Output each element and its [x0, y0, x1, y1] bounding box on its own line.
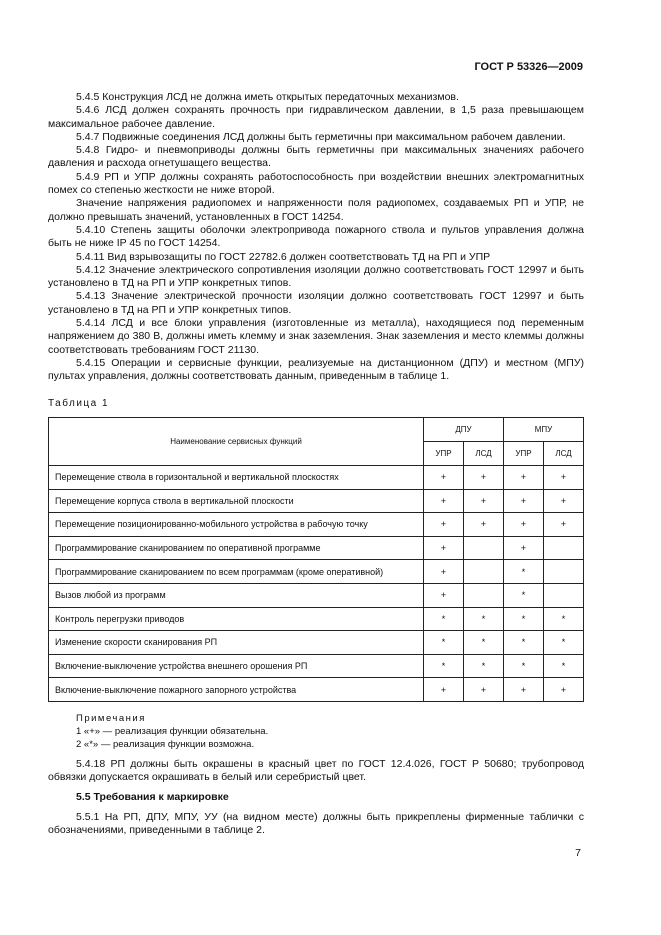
mark-cell: * — [544, 607, 584, 631]
mark-cell: * — [504, 654, 544, 678]
paragraph: 5.4.13 Значение электрической прочности изоляции должно соответствовать ГОСТ 12997 и быть установлено в ТД на РП и УПР конкретных типов. — [48, 290, 584, 316]
mark-cell: + — [504, 536, 544, 560]
paragraph: 5.4.8 Гидро- и пневмоприводы должны быть герметичны при максимальных значениях рабочего давления и расхода огнетушащего вещества. — [48, 144, 584, 170]
mark-cell: + — [544, 466, 584, 490]
mark-cell: * — [424, 631, 464, 655]
mark-cell: + — [504, 513, 544, 537]
mark-cell: + — [424, 466, 464, 490]
table-row — [49, 489, 584, 513]
section-title: 5.5 Требования к маркировке — [76, 791, 229, 803]
table-row — [49, 560, 584, 584]
after-table-text — [48, 758, 584, 785]
function-name: Программирование сканированием по всем программам (кроме оперативной) — [49, 560, 424, 584]
paragraph: 5.5.1 На РП, ДПУ, МПУ, УУ (на видном месте) должны быть прикреплены фирменные таблички с обозначениями, приведенными в таблице 2. — [48, 811, 584, 837]
table-row — [49, 654, 584, 678]
sub-header: УПР — [504, 442, 544, 466]
paragraph: 5.4.9 РП и УПР должны сохранять работоспособность при воздействии внешних электромагнитных помех со степенью жесткости не ниже второй. — [48, 170, 584, 197]
note-item: 2 «*» — реализация функции возможна. — [76, 739, 255, 750]
note-item: 1 «+» — реализация функции обязательна. — [76, 726, 269, 737]
function-name: Перемещение корпуса ствола в вертикальной плоскости — [49, 489, 424, 513]
mark-cell: + — [504, 489, 544, 513]
mark-cell: + — [544, 678, 584, 702]
mark-cell: + — [424, 489, 464, 513]
mark-cell — [464, 560, 504, 584]
paragraph: 5.4.15 Операции и сервисные функции, реализуемые на дистанционном (ДПУ) и местном (МПУ) пультах управления, должны соответствовать данным, приведенным в таблице 1. — [48, 356, 584, 383]
paragraph: 5.4.18 РП должны быть окрашены в красный цвет по ГОСТ 12.4.026, ГОСТ Р 50680; трубопровод обвязки допускается окрашивать в белый или серебристый цвет. — [48, 758, 584, 784]
mark-cell — [544, 560, 584, 584]
mark-cell: * — [504, 607, 544, 631]
group-header-dpu: ДПУ — [424, 418, 504, 442]
mark-cell: + — [464, 489, 504, 513]
mark-cell: * — [544, 654, 584, 678]
function-name: Включение-выключение устройства внешнего орошения РП — [49, 654, 424, 678]
mark-cell: + — [504, 466, 544, 490]
name-column-header: Наименование сервисных функций — [49, 418, 424, 466]
mark-cell: * — [424, 654, 464, 678]
mark-cell: + — [464, 678, 504, 702]
table-row — [49, 607, 584, 631]
mark-cell: * — [544, 631, 584, 655]
mark-cell: + — [504, 678, 544, 702]
sub-header: УПР — [424, 442, 464, 466]
sub-header: ЛСД — [464, 442, 504, 466]
table-row — [49, 678, 584, 702]
table-row — [49, 513, 584, 537]
document-header: ГОСТ Р 53326—2009 — [474, 61, 583, 73]
mark-cell: + — [464, 466, 504, 490]
service-functions-table — [48, 417, 584, 702]
mark-cell: * — [424, 607, 464, 631]
mark-cell: + — [544, 489, 584, 513]
table-row — [49, 536, 584, 560]
mark-cell — [544, 536, 584, 560]
paragraph: 5.4.12 Значение электрического сопротивления изоляции должно соответствовать ГОСТ 12997 и быть установлено в ТД на РП и УПР конкретных типов. — [48, 263, 584, 290]
mark-cell — [544, 583, 584, 607]
mark-cell: + — [424, 583, 464, 607]
table-row — [49, 583, 584, 607]
paragraph: 5.4.6 ЛСД должен сохранять прочность при гидравлическом давлении, в 1,5 раза превышающем максимальное рабочее давление. — [48, 104, 584, 130]
function-name: Вызов любой из программ — [49, 583, 424, 607]
paragraph: 5.4.14 ЛСД и все блоки управления (изготовленные из металла), находящиеся под переменным напряжением до 380 В, должны иметь клемму и знак заземления. Знак заземления и место клеммы должны соответствовать требованиям ГОСТ 21130. — [48, 317, 584, 356]
mark-cell: + — [424, 560, 464, 584]
mark-cell: + — [464, 513, 504, 537]
paragraph: 5.4.7 Подвижные соединения ЛСД должны быть герметичны при максимальном рабочем давлении. — [76, 130, 566, 143]
sub-header: ЛСД — [544, 442, 584, 466]
group-header-mpu: МПУ — [504, 418, 584, 442]
mark-cell — [464, 536, 504, 560]
mark-cell: * — [464, 654, 504, 678]
table-row — [49, 631, 584, 655]
function-name: Контроль перегрузки приводов — [49, 607, 424, 631]
paragraph: 5.4.10 Степень защиты оболочки электропривода пожарного ствола и пультов управления должна быть не ниже IP 45 по ГОСТ 14254. — [48, 223, 584, 250]
table-row — [49, 466, 584, 490]
page-number: 7 — [575, 847, 581, 859]
paragraph: 5.4.5 Конструкция ЛСД не должна иметь открытых передаточных механизмов. — [76, 91, 459, 103]
function-name: Включение-выключение пожарного запорного устройства — [49, 678, 424, 702]
mark-cell: * — [504, 583, 544, 607]
mark-cell: + — [424, 513, 464, 537]
mark-cell: + — [424, 536, 464, 560]
mark-cell: * — [504, 560, 544, 584]
notes-title: Примечания — [76, 713, 146, 724]
mark-cell: * — [464, 607, 504, 631]
function-name: Изменение скорости сканирования РП — [49, 631, 424, 655]
section-text — [48, 811, 584, 838]
mark-cell: + — [544, 513, 584, 537]
function-name: Программирование сканированием по оперативной программе — [49, 536, 424, 560]
mark-cell: * — [504, 631, 544, 655]
paragraph: Значение напряжения радиопомех и напряженности поля радиопомех, создаваемых РП и УПР, не должно превышать значений, установленных в ГОСТ 14254. — [48, 197, 584, 223]
notes — [76, 712, 268, 751]
paragraph: 5.4.11 Вид взрывозащиты по ГОСТ 22782.6 должен соответствовать ТД на РП и УПР — [76, 250, 491, 263]
table-caption: Таблица 1 — [48, 398, 110, 409]
mark-cell: + — [424, 678, 464, 702]
mark-cell — [464, 583, 504, 607]
mark-cell: * — [464, 631, 504, 655]
function-name: Перемещение ствола в горизонтальной и вертикальной плоскостях — [49, 466, 424, 490]
body-text — [48, 91, 584, 384]
function-name: Перемещение позиционированно-мобильного устройства в рабочую точку — [49, 513, 424, 537]
